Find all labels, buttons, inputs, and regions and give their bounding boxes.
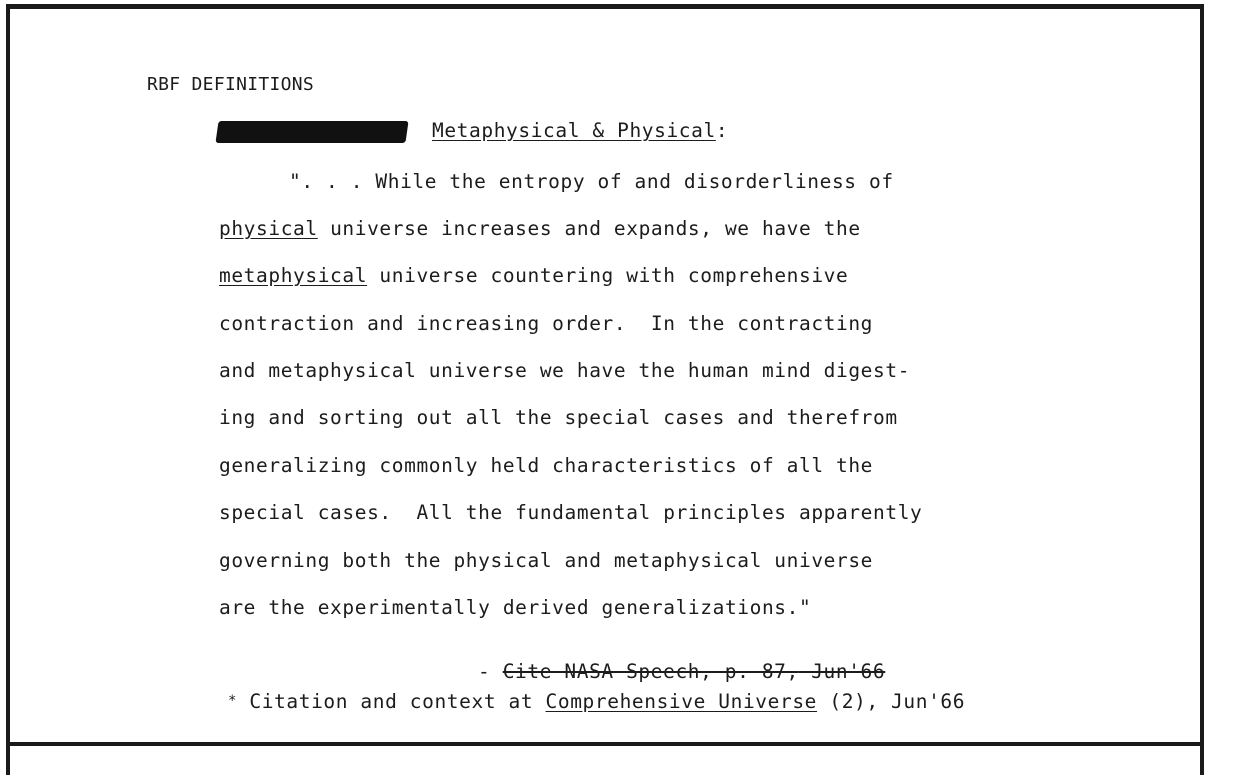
- quote-line-3: [219, 266, 848, 286]
- quote-line-8: special cases. All the fundamental principles apparently: [219, 501, 923, 524]
- citation-marker: *: [228, 693, 238, 709]
- source-line: [478, 662, 885, 682]
- source-dash: -: [478, 660, 503, 683]
- term-metaphysical: metaphysical: [219, 264, 368, 287]
- struck-source: Cite NASA Speech, p. 87,: [502, 660, 799, 683]
- quote-open: ". . .: [289, 170, 376, 193]
- quote-line-4: contraction and increasing order. In the contracting: [219, 312, 874, 335]
- card-header: RBF DEFINITIONS: [147, 74, 315, 95]
- heading-colon: :: [715, 119, 729, 142]
- citation-line: [228, 692, 965, 712]
- citation-link[interactable]: Comprehensive Universe: [545, 690, 818, 713]
- citation-text: Citation and context at: [237, 690, 546, 713]
- quote-line-3-text: universe countering with comprehensive: [367, 264, 849, 287]
- quote-line-5: and metaphysical universe we have the human mind digest-: [219, 359, 911, 382]
- quote-line-2: [219, 219, 861, 239]
- quote-line-1: [289, 172, 894, 192]
- quote-line-2-text: universe increases and expands, we have the: [317, 217, 861, 240]
- quote-line-7: generalizing commonly held characteristics of all the: [219, 454, 874, 477]
- quote-line-6: ing and sorting out all the special cases and therefrom: [219, 406, 898, 429]
- definition-heading: [432, 121, 728, 141]
- heading-term: Metaphysical & Physical: [432, 119, 716, 142]
- term-physical: physical: [219, 217, 318, 240]
- quote-line-1-text: While the entropy of and disorderliness of: [375, 170, 894, 193]
- source-date: Jun'66: [798, 660, 886, 683]
- redaction-bar: [215, 121, 408, 143]
- quote-line-10: are the experimentally derived generalizations.": [219, 596, 812, 619]
- citation-suffix: (2), Jun'66: [817, 690, 966, 713]
- quote-line-9: governing both the physical and metaphysical universe: [219, 549, 874, 572]
- next-card-edge: [6, 746, 1204, 775]
